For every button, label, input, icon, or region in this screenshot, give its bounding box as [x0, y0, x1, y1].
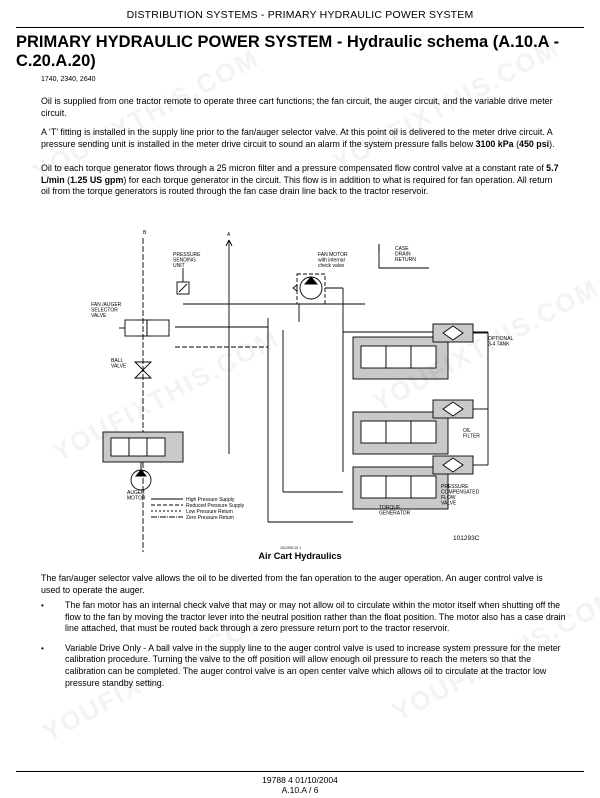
selector-valve-label: FAN /AUGER SELECTOR VALVE [91, 302, 122, 319]
oil-filter-label: OIL FILTER [463, 428, 480, 440]
figure-reference: 101293C [453, 535, 480, 542]
list-item: • The fan motor has an internal check valve that may or may not allow oil to circulate within the motor itself when shutting off the flow to the fan by moving the tractor lever into the neutral position rather than the float position. The motor also has a case drain line attached, that must be routed back through a zero pressure return port to the tractor reservoir. [41, 600, 566, 634]
figure-caption: Air Cart Hydraulics [258, 551, 342, 561]
figure-small-code: 101293C10 1 [280, 546, 302, 550]
paragraph-selector-valve: The fan/auger selector valve allows the oil to be diverted from the fan operation to the auger operation. An auger control valve is used to operate the auger. [41, 573, 543, 595]
ball-valve-label: BALL VALVE [111, 358, 127, 370]
paragraph-tee-fitting: A ‘T’ fitting is installed in the supply line prior to the fan/auger selector valve. At this point oil is delivered to the meter drive circuit. A pressure sending unit is installed in the meter drive circuit to sound an alarm if the system pressure falls below 3100 kPa (450 psi). [41, 127, 555, 149]
legend-low-pressure: Low Pressure Return [186, 509, 233, 515]
footer-doc-number: 19788 4 01/10/2004 [262, 775, 338, 785]
port-b-label: B [143, 230, 147, 236]
legend-reduced-pressure: Reduced Pressure Supply [186, 503, 245, 509]
paragraph-supply: Oil is supplied from one tractor remote to operate three cart functions; the fan circuit, the auger circuit, and the variable drive meter circuit. [41, 96, 553, 118]
paragraph-torque-generator: Oil to each torque generator flows through a 25 micron filter and a pressure compensated flow control valve at a constant rate of 5.7 L/min (1.25 US gpm) for each torque generator in the circuit. This flow is in addition to what is required for fan operation. All return oil from the torque generators is routed through the fan case drain line back to the tractor reservoir. [41, 163, 559, 197]
list-item: • Variable Drive Only - A ball valve in the supply line to the auger control valve is used to increase system pressure for the meter calibration procedure. Turning the valve to the off position will allow enough oil pressure to reach the meters so that the calibration can be completed. The auger control valve is an open center valve which allows oil to circulate at the tractor low pressure standby setting. [41, 642, 561, 688]
legend-high-pressure: High Pressure Supply [186, 497, 235, 503]
auger-motor-label: AUGER MOTOR [127, 490, 146, 502]
hydraulic-schematic [83, 222, 523, 552]
optional-tank-label: OPTIONAL 3-4 TANK [488, 336, 514, 348]
header-rule [16, 27, 584, 28]
footer-page-number: A.10.A / 6 [281, 785, 319, 795]
port-a-label: A [227, 232, 231, 238]
legend-zero-pressure: Zero Pressure Return [186, 515, 235, 521]
notes-list [41, 600, 569, 697]
torque-generator-label: TORQUE GENERATOR [379, 505, 411, 517]
flow-valve-label: PRESSURE COMPENSATED FLOW VALVE [441, 484, 480, 507]
case-drain-label: CASE DRAIN RETURN [395, 246, 416, 263]
fan-motor-label: FAN MOTOR with internal check valve [318, 252, 348, 269]
running-header: DISTRIBUTION SYSTEMS - PRIMARY HYDRAULIC POWER SYSTEM [126, 9, 474, 21]
pressure-sending-unit-label: PRESSURE SENDING UNIT [173, 252, 201, 269]
footer-rule [16, 771, 584, 772]
model-numbers: 1740, 2340, 2640 [41, 76, 96, 83]
page-title: PRIMARY HYDRAULIC POWER SYSTEM - Hydraulic schema (A.10.A - C.20.A.20) [16, 33, 560, 70]
